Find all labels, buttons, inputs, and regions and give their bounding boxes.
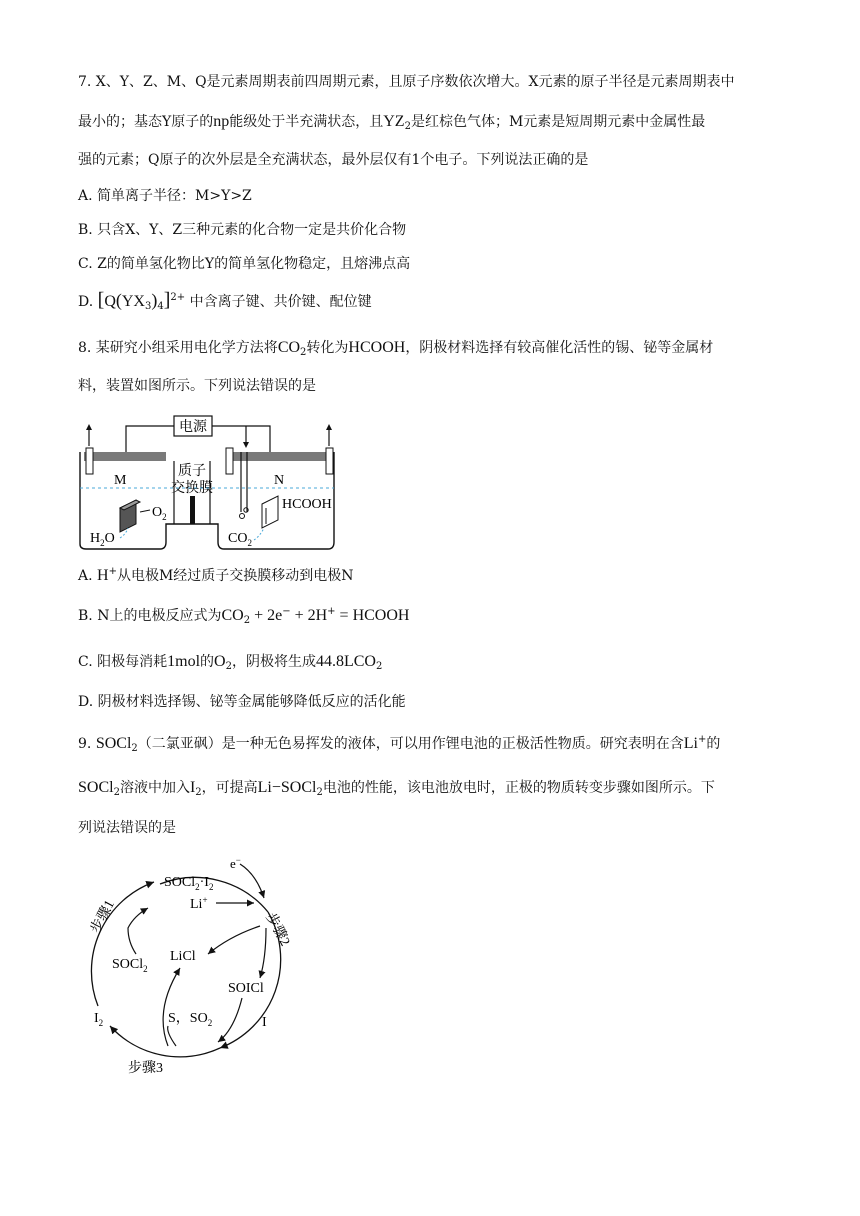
q8-stem-line1: 8. 某研究小组采用电化学方法将$CO_2$转化为HCOOH，阴极材料选择有较高催化活性的锡、铋等金属材 [78,339,714,358]
soicl-label: SOICl [228,981,264,996]
i2-label: $I_2$ [94,1011,104,1028]
q7-stem-line2: 最小的；基态Y原子的np能级处于半充满状态，且$YZ_2$是红棕色气体；M元素是短周期元素中金属性最 [78,113,706,132]
q9-stem-line1: 9. SOCl$_2$（二氯亚砜）是一种无色易挥发的液体，可以用作锂电池的正极活性物质。研究表明在含Li+的 [78,734,721,754]
i-label: I [262,1015,267,1030]
q7-stem-line1: 7. X、Y、Z、M、Q是元素周期表前四周期元素，且原子序数依次增大。X元素的原子半径是元素周期表中 [78,74,735,90]
battery-cycle-figure [70,850,310,1080]
q8-option-b: B. N上的电极反应式为$CO_2 + 2e^- + 2H^+$ = HCOOH [78,606,410,626]
q8-option-a: A. H+从电极M经过质子交换膜移动到电极N [78,566,354,584]
q8-option-d: D. 阴极材料选择锡、铋等金属能够降低反应的活化能 [78,694,406,710]
co2-label: $CO_2$ [228,531,252,548]
q9-stem-line3: 列说法错误的是 [78,820,176,836]
li-ion-label: Li+ [190,895,208,912]
q9-stem-line2: SOCl$_2$溶液中加入$I_2$，可提高Li−SOCl$_2$电池的性能，该电池放电时，正极的物质转变步骤如图所示。下 [78,779,715,798]
q8-option-c: C. 阳极每消耗1mol的$O_2$，阴极将生成$44.8LCO_2$ [78,653,383,672]
q7-option-c: C. Z的简单氢化物比Y的简单氢化物稳定，且熔沸点高 [78,256,411,272]
electrode-n-label: N [274,473,285,488]
step1-label: 步骤1 [88,897,118,936]
q7-option-a: A. 简单离子半径：M>Y>Z [78,188,252,204]
electrolysis-apparatus-figure [78,412,348,552]
h2o-label: $H_2O$ [90,531,115,548]
hcooh-label: HCOOH [282,497,332,512]
q7-stem-line3: 强的元素；Q原子的次外层是全充满状态，最外层仅有1个电子。下列说法正确的是 [78,152,589,168]
licl-label: LiCl [170,949,196,964]
membrane-label-2: 交换膜 [171,481,213,496]
socl2-label: SOCl$_2$ [112,957,148,974]
socl2-i2-label: $SOCl_2\cdot I_2$ [164,875,214,892]
electrode-m-label: M [114,473,127,488]
step3-label: 步骤3 [128,1061,163,1076]
step2-label: 步骤2 [262,910,293,949]
membrane-label-1: 质子 [178,464,206,479]
o2-label: $O_2$ [152,505,167,522]
q7-option-b: B. 只含X、Y、Z三种元素的化合物一定是共价化合物 [78,222,407,238]
electron-label: e− [230,855,241,871]
q7-option-d: D. $[Q(YX_3)_4]^{2+}$ 中含离子键、共价键、配位键 [78,289,372,312]
q8-stem-line2: 料，装置如图所示。下列说法错误的是 [78,378,316,394]
s-so2-label: S，$SO_2$ [168,1011,213,1028]
power-label: 电源 [179,420,207,435]
